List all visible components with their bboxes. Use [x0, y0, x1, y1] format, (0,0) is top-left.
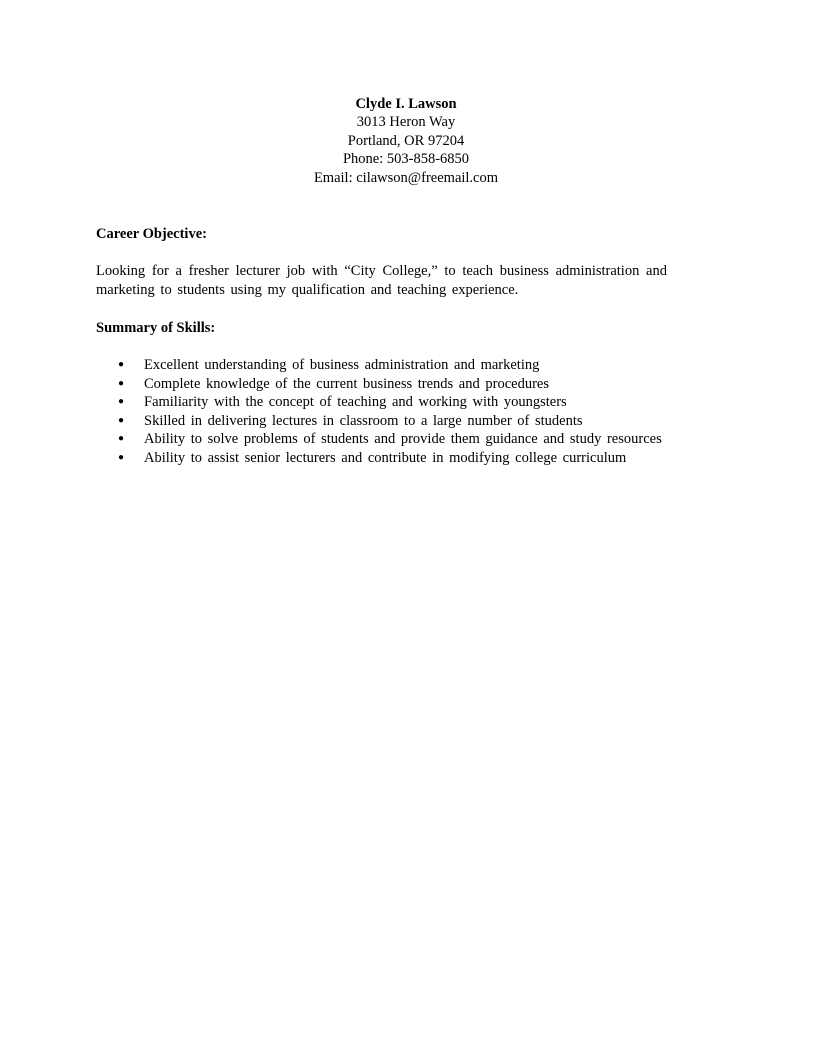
skill-item	[96, 412, 696, 431]
bullet-icon: ●	[118, 359, 125, 370]
bullet-icon: ●	[118, 396, 125, 408]
skill-item	[96, 449, 696, 468]
street-address: 3013 Heron Way	[356, 114, 456, 131]
career-objective-heading: Career Objective:	[96, 226, 207, 242]
career-objective-text: Looking for a fresher lecturer job with “City College,” to teach business administration and marketing to students using my qualification and teaching experience.	[96, 263, 667, 298]
bullet-icon: ●	[118, 377, 125, 389]
skill-item	[96, 375, 696, 394]
phone-number: Phone: 503-858-6850	[342, 151, 470, 168]
skill-text: Ability to assist senior lecturers and contribute in modifying college curriculum	[144, 449, 627, 466]
bullet-icon: ●	[118, 414, 125, 426]
bullet-icon: ●	[118, 451, 125, 463]
skills-summary-heading: Summary of Skills:	[96, 320, 216, 336]
skill-text: Excellent understanding of business administration and marketing	[144, 357, 540, 373]
bullet-icon: ●	[118, 433, 125, 445]
email-address: Email: cilawson@freemail.com	[313, 169, 499, 186]
skills-list	[96, 356, 696, 468]
candidate-name: Clyde I. Lawson	[355, 96, 457, 112]
skill-item	[96, 430, 696, 449]
skill-item	[96, 356, 696, 375]
skill-text: Ability to solve problems of students and provide them guidance and study resources	[144, 431, 662, 448]
skill-text: Skilled in delivering lectures in classroom to a large number of students	[144, 412, 583, 429]
skill-text: Complete knowledge of the current business trends and procedures	[144, 375, 549, 392]
city-state-zip: Portland, OR 97204	[347, 132, 465, 149]
skill-text: Familiarity with the concept of teaching and working with youngsters	[144, 394, 567, 411]
skill-item	[96, 393, 696, 412]
contact-header	[96, 95, 716, 187]
